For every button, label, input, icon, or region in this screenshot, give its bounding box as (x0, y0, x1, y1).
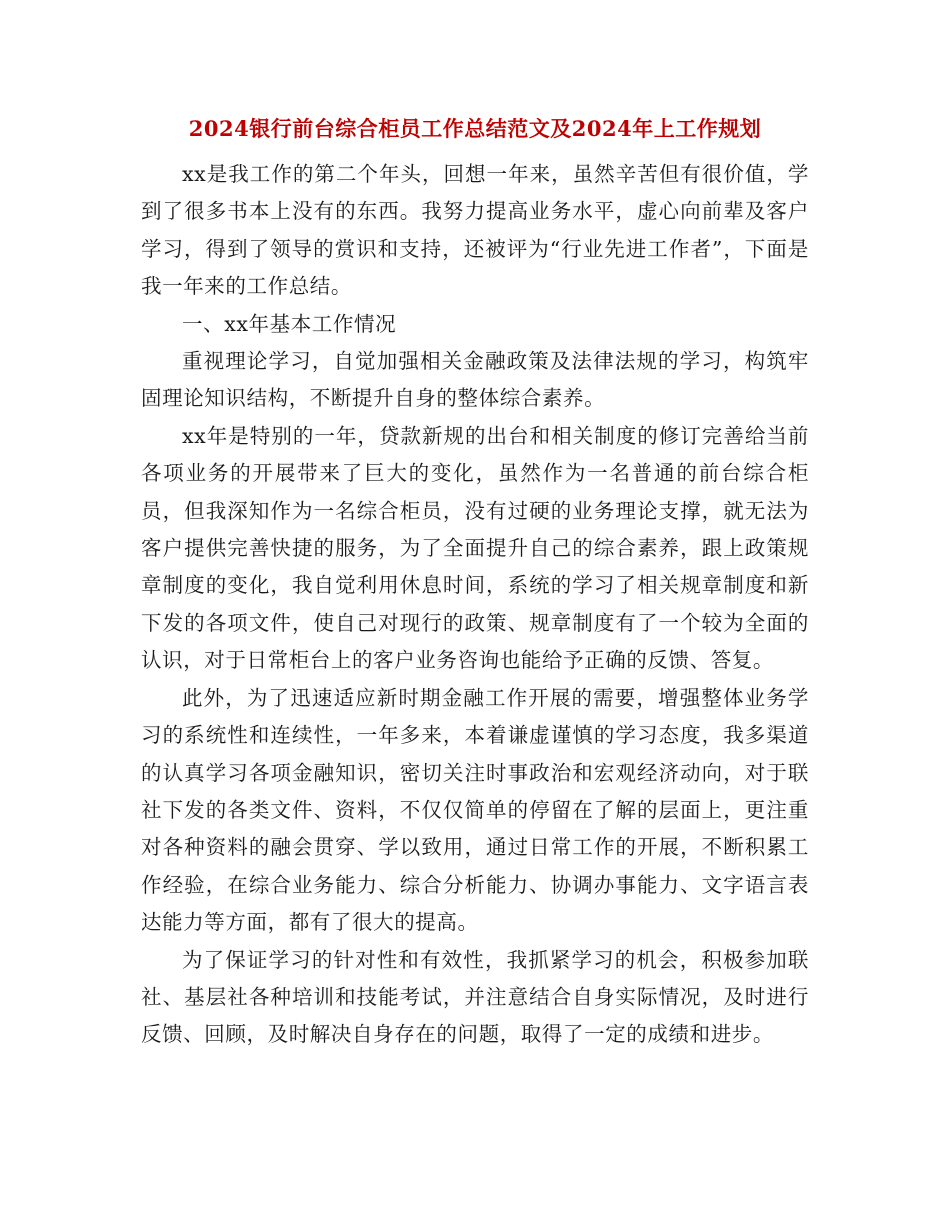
paragraph-theory-study: 重视理论学习，自觉加强相关金融政策及法律法规的学习，构筑牢固理论知识结构，不断提升自身的整体综合素养。 (141, 349, 809, 411)
paragraph-new-regulations: xx年是特别的一年，贷款新规的出台和相关制度的修订完善给当前各项业务的开展带来了巨大的变化，虽然作为一名普通的前台综合柜员，但我深知作为一名综合柜员，没有过硬的业务理论支撑，就无法为客户提供完善快捷的服务，为了全面提升自己的综合素养，跟上政策规章制度的变化，我自觉利用休息时间，系统的学习了相关规章制度和新下发的各项文件，使自己对现行的政策、规章制度有了一个较为全面的认识，对于日常柜台上的客户业务咨询也能给予正确的反馈、答复。 (141, 423, 809, 673)
paragraph-intro: xx是我工作的第二个年头，回想一年来，虽然辛苦但有很价值，学到了很多书本上没有的东西。我努力提高业务水平，虚心向前辈及客户学习，得到了领导的赏识和支持，还被评为“行业先进工作者”，下面是我一年来的工作总结。 (141, 162, 809, 299)
section-heading: 一、xx年基本工作情况 (182, 311, 397, 336)
paragraph-continuous-learning: 此外，为了迅速适应新时期金融工作开展的需要，增强整体业务学习的系统性和连续性，一年多来，本着谦虚谨慎的学习态度，我多渠道的认真学习各项金融知识，密切关注时事政治和宏观经济动向，对于联社下发的各类文件、资料，不仅仅简单的停留在了解的层面上，更注重对各种资料的融会贯穿、学以致用，通过日常工作的开展，不断积累工作经验，在综合业务能力、综合分析能力、协调办事能力、文字语言表达能力等方面，都有了很大的提高。 (141, 685, 809, 935)
document-body (141, 156, 809, 1054)
paragraph-training: 为了保证学习的针对性和有效性，我抓紧学习的机会，积极参加联社、基层社各种培训和技能考试，并注意结合自身实际情况，及时进行反馈、回顾，及时解决自身存在的问题，取得了一定的成绩和进步。 (141, 947, 809, 1047)
document-title: 2024银行前台综合柜员工作总结范文及2024年上工作规划 (188, 116, 762, 141)
